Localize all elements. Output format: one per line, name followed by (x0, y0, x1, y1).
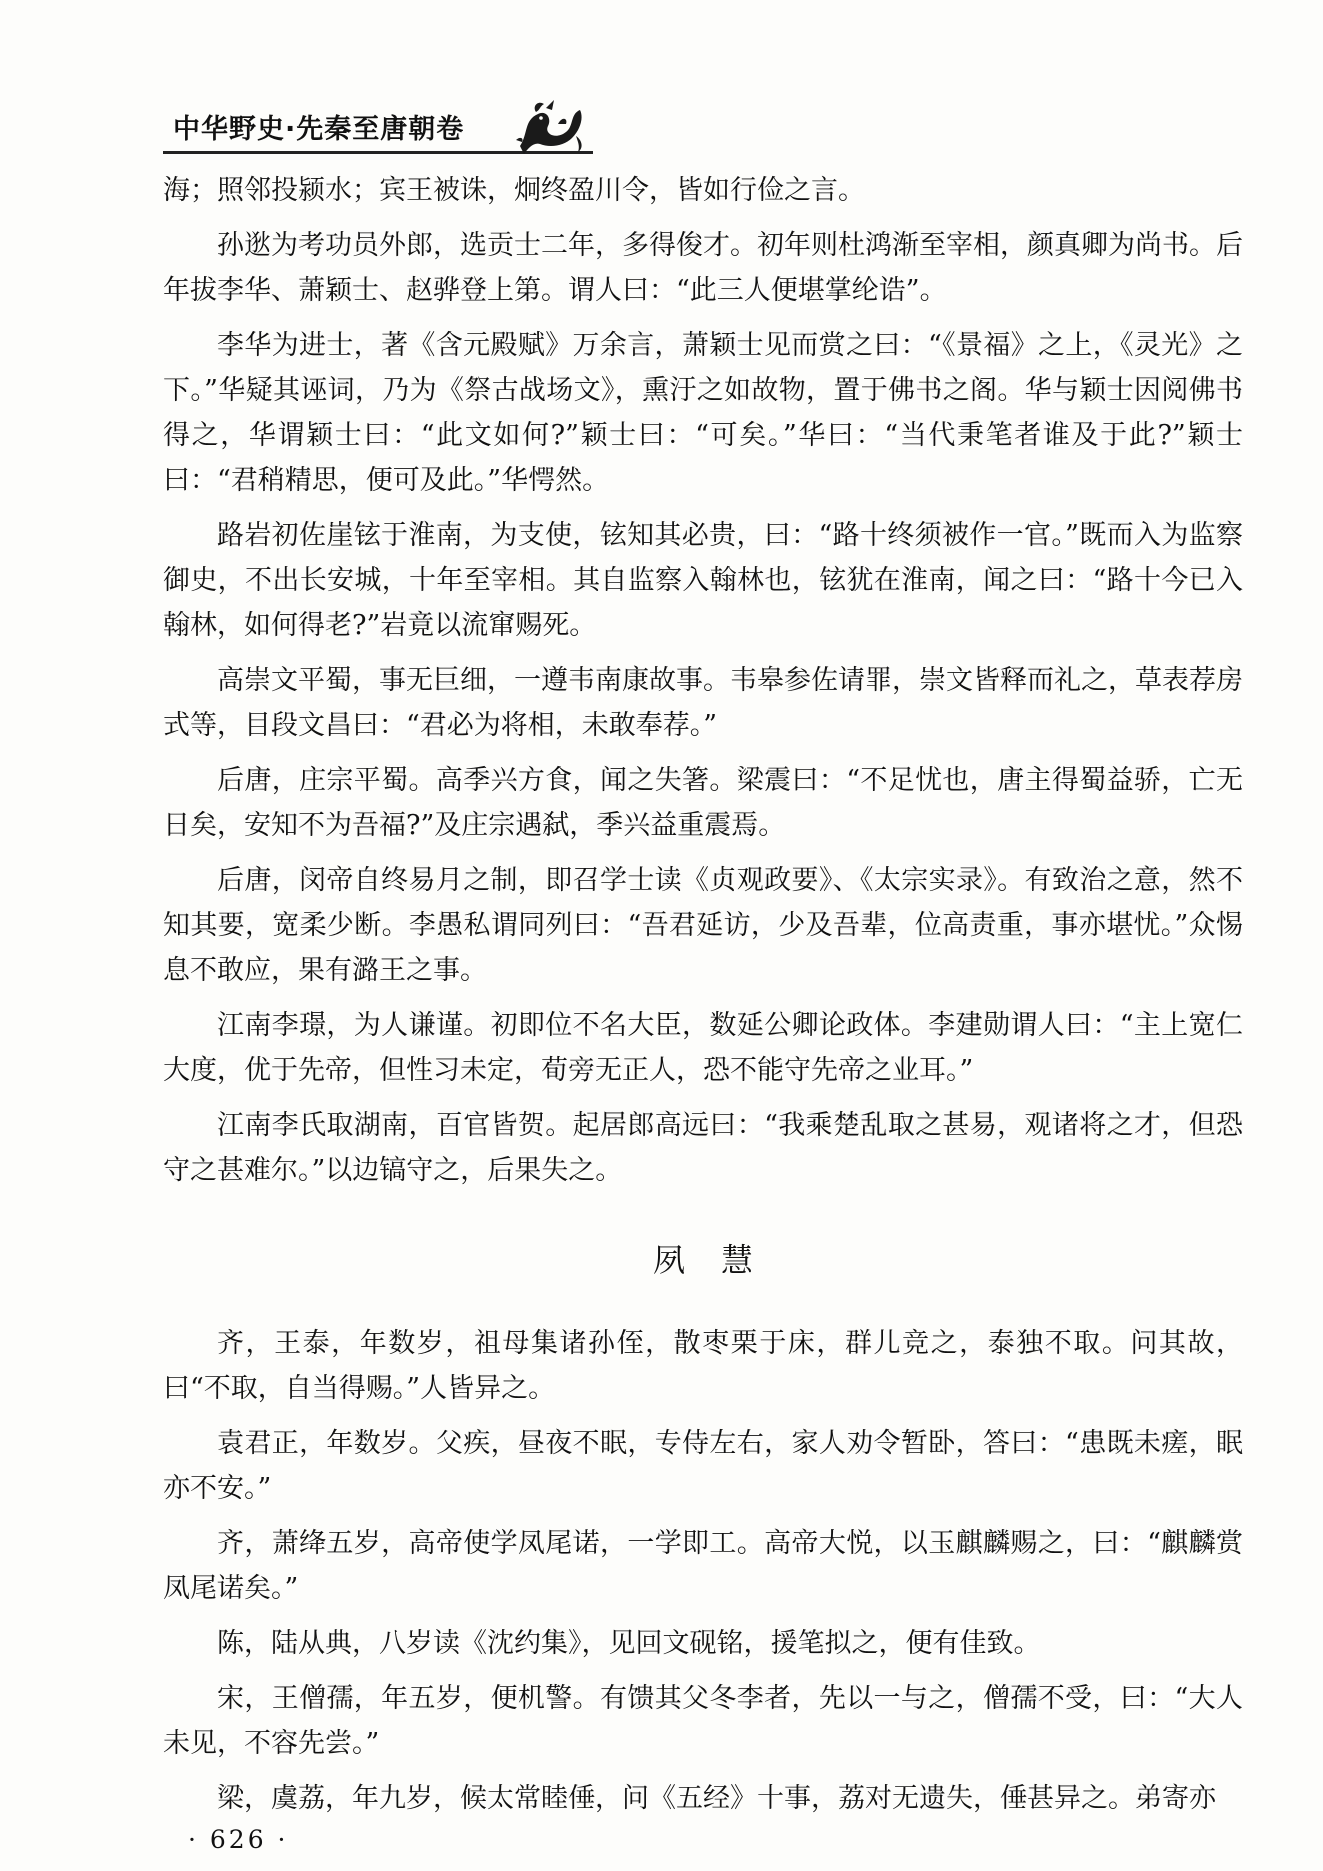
paragraph: 高崇文平蜀，事无巨细，一遵韦南康故事。韦皋参佐请罪，崇文皆释而礼之，草表荐房式等，目段文昌曰：“君必为将相，未敢奉荐。” (163, 665, 1243, 741)
dragon-icon (510, 96, 590, 158)
section-title: 夙慧 (652, 1241, 789, 1279)
paragraph: 齐，萧绛五岁，高帝使学凤尾诺，一学即工。高帝大悦，以玉麒麟赐之，曰：“麒麟赏凤尾诺矣。” (163, 1528, 1243, 1604)
paragraph: 孙逖为考功员外郎，选贡士二年，多得俊才。初年则杜鸿渐至宰相，颜真卿为尚书。后年拔李华、萧颖士、赵骅登上第。谓人曰：“此三人便堪掌纶诰”。 (163, 230, 1243, 306)
paragraph: 梁，虞荔，年九岁，候太常睦倕，问《五经》十事，荔对无遗失，倕甚异之。弟寄亦 (217, 1783, 1216, 1814)
paragraph: 后唐，闵帝自终易月之制，即召学士读《贞观政要》、《太宗实录》。有致治之意，然不知其要，宽柔少断。李愚私谓同列曰：“吾君延访，少及吾辈，位高责重，事亦堪忧。”众惕息不敢应，果有潞王之事。 (163, 865, 1243, 986)
paragraph: 江南李璟，为人谦谨。初即位不名大臣，数延公卿论政体。李建勋谓人曰：“主上宽仁大度，优于先帝，但性习未定，荀旁无正人，恐不能守先帝之业耳。” (163, 1010, 1243, 1086)
paragraph: 李华为进士，著《含元殿赋》万余言，萧颖士见而赏之曰：“《景福》之上，《灵光》之下。”华疑其诬词，乃为《祭古战场文》，熏汙之如故物，置于佛书之阁。华与颖士因阅佛书得之，华谓颖士曰：“此文如何?”颖士曰：“可矣。”华曰：“当代秉笔者谁及于此?”颖士曰：“君稍精思，便可及此。”华愕然。 (163, 330, 1243, 496)
paragraph: 袁君正，年数岁。父疾，昼夜不眠，专侍左右，家人劝令暂卧，答曰：“患既未瘥，眠亦不安。” (163, 1428, 1243, 1504)
paragraph: 宋，王僧孺，年五岁，便机警。有馈其父冬李者，先以一与之，僧孺不受，曰：“大人未见，不容先尝。” (163, 1683, 1243, 1759)
paragraph: 路岩初佐崖铉于淮南，为支使，铉知其必贵，曰：“路十终须被作一官。”既而入为监察御史，不出长安城，十年至宰相。其自监察入翰林也，铉犹在淮南，闻之曰：“路十今已入翰林，如何得老?”岩竟以流窜赐死。 (163, 520, 1243, 641)
paragraph: 海；照邻投颍水；宾王被诛，炯终盈川令，皆如行俭之言。 (163, 175, 865, 206)
paragraph: 后唐，庄宗平蜀。高季兴方食，闻之失箸。梁震曰：“不足忧也，唐主得蜀益骄，亡无日矣，安知不为吾福?”及庄宗遇弑，季兴益重震焉。 (163, 765, 1243, 841)
paragraph: 江南李氏取湖南，百官皆贺。起居郎高远曰：“我乘楚乱取之甚易，观诸将之才，但恐守之甚难尔。”以边镐守之，后果失之。 (163, 1110, 1243, 1186)
paragraph: 齐，王泰，年数岁，祖母集诸孙侄，散枣栗于床，群儿竞之，泰独不取。问其故，曰“不取，自当得赐。”人皆异之。 (163, 1328, 1243, 1404)
page-body (163, 168, 1243, 1831)
running-header-title: 中华野史·先秦至唐朝卷 (173, 114, 465, 145)
paragraph: 陈，陆从典，八岁读《沈约集》，见回文砚铭，援笔拟之，便有佳致。 (217, 1628, 1041, 1659)
page-number: · 626 · (188, 1825, 289, 1854)
